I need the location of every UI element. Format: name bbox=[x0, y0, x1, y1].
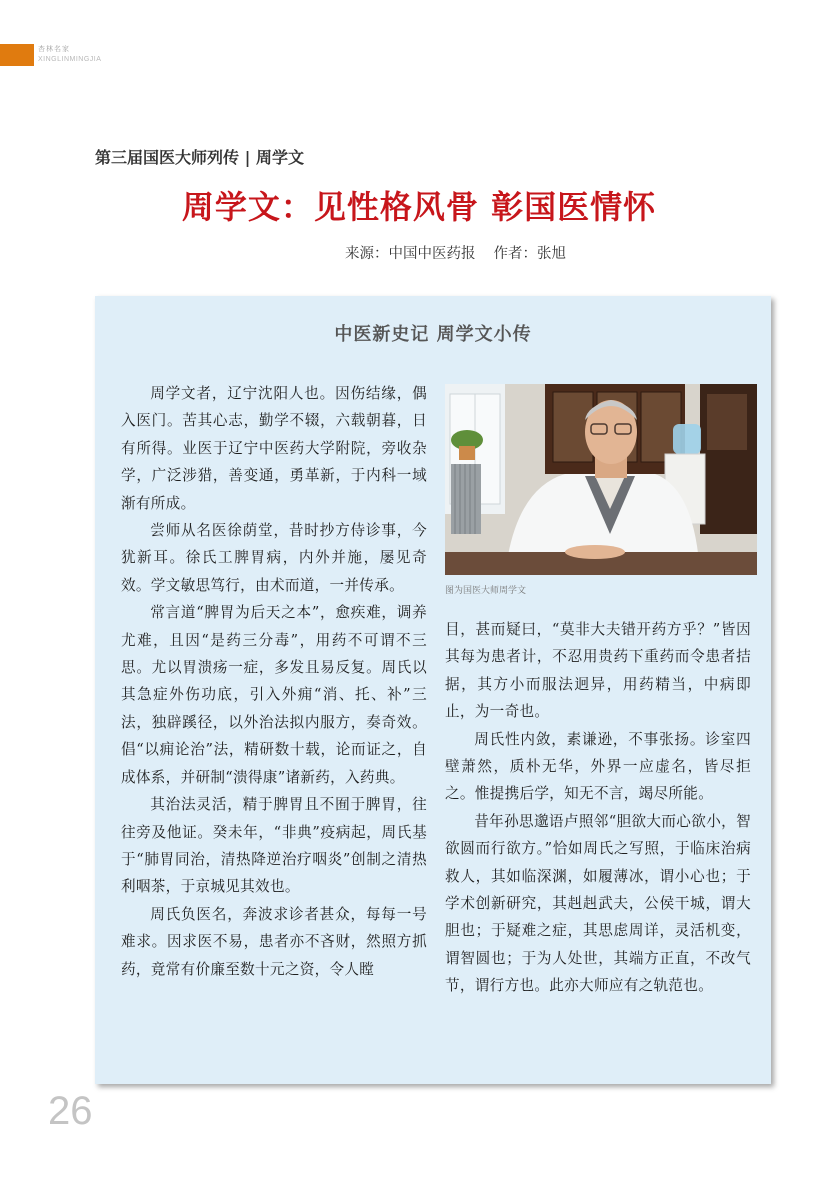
biography-box bbox=[95, 296, 771, 1084]
photo-caption: 图为国医大师周学文 bbox=[445, 586, 527, 596]
article-headline: 周学文：见性格风骨 彰国医情怀 bbox=[181, 188, 657, 226]
paragraph: 常言道“脾胃为后天之本”，愈疾难，调养尤难，且因“是药三分毒”，用药不可谓不三思。尤以胃溃疡一症，多发且易反复。周氏以其急症外伤功底，引入外痈“消、托、补”三法，独辟蹊径，以外治法拟内服方，奏奇效。倡“以痈论治”法，精研数十载，论而证之，自成体系，并研制“溃得康”诸新药，入药典。 bbox=[121, 604, 427, 786]
section-label-en: XINGLINMINGJIA bbox=[38, 56, 102, 63]
paragraph: 周学文者，辽宁沈阳人也。因伤结缘，偶入医门。苦其心志，勤学不辍，六载朝暮，日有所得。业医于辽宁中医药大学附院，旁收杂学，广泛涉猎，善变通，勇革新，于内科一域渐有所成。 bbox=[121, 385, 427, 512]
box-title: 中医新史记 周学文小传 bbox=[334, 324, 532, 345]
source-text: 来源：中国中医药报 bbox=[345, 246, 476, 262]
section-label-cn: 杏林名家 bbox=[38, 45, 70, 53]
left-column bbox=[121, 380, 427, 983]
paragraph-continuation: 目，甚而疑曰，“莫非大夫错开药方乎？”皆因其每为患者计，不忍用贵药下重药而令患者拮据，其方小而服法迥异，用药精当，中病即止，为一奇也。 bbox=[445, 621, 751, 721]
paragraph: 周氏性内敛，素谦逊，不事张扬。诊室四壁萧然，质朴无华，外界一应虚名，皆尽拒之。惟提携后学，知无不言，竭尽所能。 bbox=[445, 730, 751, 803]
portrait-photo bbox=[445, 384, 757, 575]
section-color-tab bbox=[0, 44, 34, 66]
article-byline bbox=[345, 242, 566, 263]
page-number: 26 bbox=[48, 1089, 93, 1133]
paragraph: 昔年孙思邈语卢照邻“胆欲大而心欲小，智欲圆而行欲方。”恰如周氏之写照，于临床治病救人，其如临深渊，如履薄冰，谓小心也；于学术创新研究，其赳赳武夫，公侯干城，谓大胆也；于疑难之症，其思虑周详，灵活机变，谓智圆也；于为人处世，其端方正直，不改气节，谓行方也。此亦大师应有之轨范也。 bbox=[445, 812, 751, 995]
paragraph: 周氏负医名，奔波求诊者甚众，每每一号难求。因求医不易，患者亦不吝财，然照方抓药，竟常有价廉至数十元之资，令人瞠 bbox=[121, 905, 427, 978]
paragraph: 尝师从名医徐荫堂，昔时抄方侍诊事，今犹新耳。徐氏工脾胃病，内外并施，屡见奇效。学文敏思笃行，由术而道，一并传承。 bbox=[121, 522, 427, 594]
right-column bbox=[445, 616, 751, 1000]
paragraph: 其治法灵活，精于脾胃且不囿于脾胃，往往旁及他证。癸未年，“非典”疫病起，周氏基于“肺胃同治，清热降逆治疗咽炎”创制之清热利咽茶，于京城见其效也。 bbox=[121, 796, 427, 896]
series-title: 第三届国医大师列传 | 周学文 bbox=[95, 148, 304, 167]
author-text: 作者：张旭 bbox=[493, 246, 566, 262]
